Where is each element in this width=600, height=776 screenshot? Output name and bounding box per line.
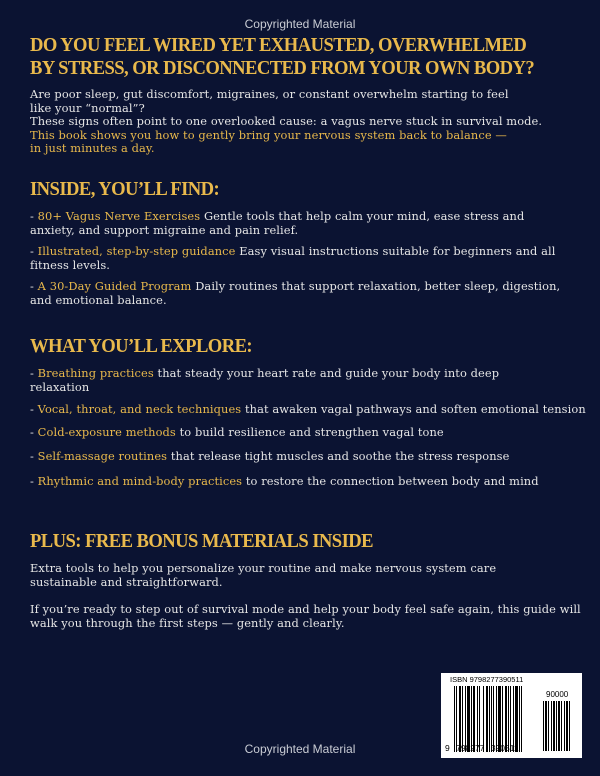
intro-line: These signs often point to one overlooked cause: a vagus nerve stuck in survival mode. [30, 114, 543, 128]
item-text: to build resilience and strengthen vagal tone [175, 424, 444, 439]
intro [30, 88, 575, 156]
barcode-digits: 9 798277 390511 [445, 743, 519, 753]
list-item: - A 30-Day Guided Program Daily routines that support relaxation, better sleep, digestion, and emotional balance. [30, 279, 561, 307]
headline-line: BY STRESS, OR DISCONNECTED FROM YOUR OWN BODY? [30, 57, 535, 79]
item-title: Cold-exposure methods [37, 424, 176, 439]
list-item: - Self-massage routines that release tight muscles and soothe the stress response [30, 449, 510, 463]
item-text: Daily routines that support relaxation, better sleep, digestion, and emotional balance. [30, 279, 561, 307]
item-title: Rhythmic and mind-body practices [37, 473, 243, 488]
inside-list [30, 210, 570, 307]
list-item: - Vocal, throat, and neck techniques that awaken vagal pathways and soften emotional tension [30, 402, 586, 416]
item-title: 80+ Vagus Nerve Exercises [37, 209, 201, 223]
intro-line: Are poor sleep, gut discomfort, migraines, or constant overwhelm starting to feel like your “normal”? [30, 87, 509, 115]
bonus-p2: If you’re ready to step out of survival mode and help your body feel safe again, this guide will walk you through the first steps — gently and clearly. [30, 602, 581, 630]
copyright-watermark: Copyrighted Material [244, 17, 356, 31]
list-item: - Illustrated, step-by-step guidance Easy visual instructions suitable for beginners and all fitness levels. [30, 244, 556, 272]
intro-highlight: This book shows you how to gently bring your nervous system back to balance — in just minutes a day. [30, 127, 507, 155]
explore-heading: WHAT YOU’LL EXPLORE: [30, 335, 253, 357]
explore-list [30, 367, 590, 488]
headline [30, 34, 534, 80]
inside-heading: INSIDE, YOU’LL FIND: [30, 178, 220, 200]
item-text: Gentle tools that help calm your mind, ease stress and anxiety, and support migraine and pain relief. [30, 209, 525, 237]
item-text: that steady your heart rate and guide your body into deep relaxation [30, 366, 500, 394]
item-text: to restore the connection between body and mind [242, 473, 539, 488]
bonus-heading: PLUS: FREE BONUS MATERIALS INSIDE [30, 530, 373, 552]
item-title: Breathing practices [37, 366, 154, 380]
item-text: that awaken vagal pathways and soften emotional tension [241, 402, 586, 416]
item-title: Self-massage routines [37, 449, 168, 463]
item-title: A 30-Day Guided Program [37, 279, 192, 293]
list-item: - Breathing practices that steady your heart rate and guide your body into deep relaxation [30, 366, 500, 394]
bonus-p1: Extra tools to help you personalize your routine and make nervous system care sustainable and straightforward. [30, 561, 497, 589]
item-title: Vocal, throat, and neck techniques [37, 402, 242, 416]
price-code: 90000 [546, 690, 569, 699]
isbn-label: ISBN 9798277390511 [450, 675, 524, 684]
copyright-watermark: Copyrighted Material [244, 742, 356, 756]
headline-line: DO YOU FEEL WIRED YET EXHAUSTED, OVERWHELMED [30, 34, 527, 56]
list-item: - Cold-exposure methods to build resilience and strengthen vagal tone [30, 424, 444, 439]
item-title: Illustrated, step-by-step guidance [37, 244, 236, 258]
item-text: Easy visual instructions suitable for beginners and all fitness levels. [30, 244, 556, 272]
item-text: that release tight muscles and soothe the stress response [167, 449, 510, 463]
list-item: - Rhythmic and mind-body practices to restore the connection between body and mind [30, 473, 539, 488]
list-item: - 80+ Vagus Nerve Exercises Gentle tools that help calm your mind, ease stress and anxiety, and support migraine and pain relief. [30, 209, 525, 237]
